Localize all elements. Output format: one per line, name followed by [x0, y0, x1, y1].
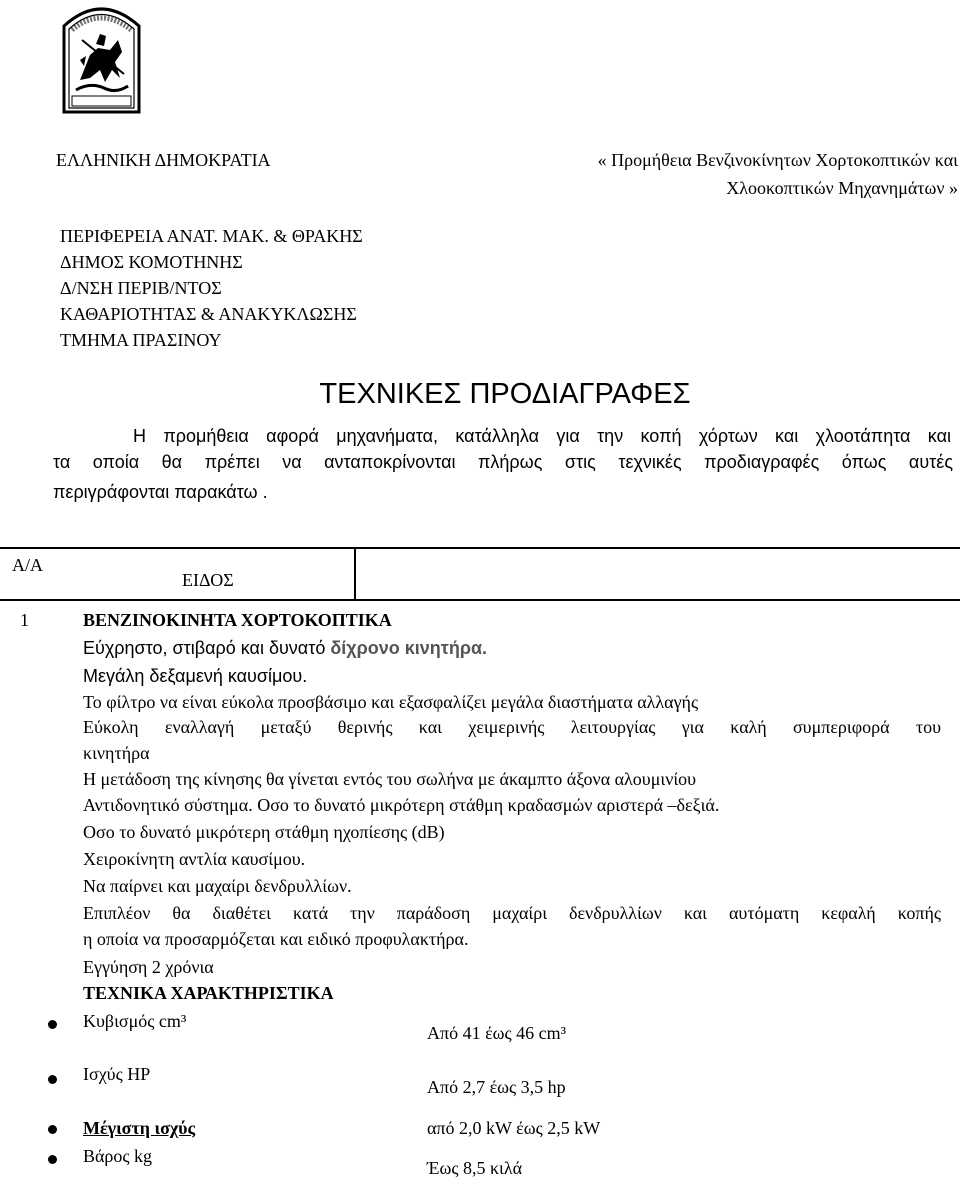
subject-title-line1: « Προμήθεια Βενζινοκίνητων Χορτοκοπτικών και	[597, 150, 958, 170]
org-municipality: ΔΗΜΟΣ ΚΟΜΟΤΗΝΗΣ	[60, 252, 243, 272]
org-region: ΠΕΡΙΦΕΡΕΙΑ ΑΝΑΤ. ΜΑΚ. & ΘΡΑΚΗΣ	[60, 226, 363, 246]
description-line	[83, 638, 487, 659]
country-name: ΕΛΛΗΝΙΚΗ ΔΗΜΟΚΡΑΤΙΑ	[56, 150, 271, 170]
description-line: Επιπλέον θα διαθέτει κατά την παράδοση μαχαίρι δενδρυλλίων και αυτόματη κεφαλή κοπής	[83, 903, 941, 923]
description-text: Εύχρηστο, στιβαρό και δυνατό	[83, 638, 331, 658]
org-directorate-cont: ΚΑΘΑΡΙΟΤΗΤΑΣ & ΑΝΑΚΥΚΛΩΣΗΣ	[60, 304, 357, 324]
column-header-item: ΕΙΔΟΣ	[182, 570, 234, 590]
spec-label: Βάρος kg	[83, 1146, 153, 1166]
description-line: Αντιδονητικό σύστημα. Οσο το δυνατό μικρότερη στάθμη κραδασμών αριστερά –δεξιά.	[83, 795, 720, 815]
spec-value: Έως 8,5 κιλά	[427, 1158, 523, 1178]
description-line: Μεγάλη δεξαμενή καυσίμου.	[83, 666, 308, 686]
bullet-icon	[48, 1155, 57, 1164]
description-line: κινητήρα	[83, 743, 150, 763]
description-line: η οποία να προσαρμόζεται και ειδικό προφυλακτήρα.	[83, 929, 469, 949]
spec-value: Από 2,7 έως 3,5 hp	[427, 1077, 566, 1097]
description-line: Εύκολη εναλλαγή μεταξύ θερινής και χειμερινής λειτουργίας για καλή συμπεριφορά του	[83, 717, 941, 737]
table-header-divider	[0, 599, 960, 601]
description-line: Η μετάδοση της κίνησης θα γίνεται εντός του σωλήνα με άκαμπτο άξονα αλουμινίου	[83, 769, 697, 789]
intro-line: τα οποία θα πρέπει να ανταποκρίνονται πλήρως στις τεχνικές προδιαγραφές όπως αυτές	[53, 452, 953, 472]
table-top-border	[0, 547, 960, 549]
bullet-icon	[48, 1125, 57, 1134]
specs-heading: ΤΕΧΝΙΚΑ ΧΑΡΑΚΤΗΡΙΣΤΙΚΑ	[83, 983, 334, 1003]
row-number: 1	[20, 610, 29, 630]
description-emphasis: δίχρονο κινητήρα.	[330, 638, 488, 658]
description-line: Χειροκίνητη αντλία καυσίμου.	[83, 849, 306, 869]
description-line: Το φίλτρο να είναι εύκολα προσβάσιμο και εξασφαλίζει μεγάλα διαστήματα αλλαγής	[83, 692, 699, 712]
item-title: ΒΕΝΖΙΝΟΚΙΝΗΤΑ ΧΟΡΤΟΚΟΠΤΙΚΑ	[83, 610, 392, 630]
org-directorate: Δ/ΝΣΗ ΠΕΡΙΒ/ΝΤΟΣ	[60, 278, 222, 298]
bullet-icon	[48, 1020, 57, 1029]
bullet-icon	[48, 1075, 57, 1084]
spec-value: Από 41 έως 46 cm³	[427, 1023, 567, 1043]
description-line: Οσο το δυνατό μικρότερη στάθμη ηχοπίεσης (dB)	[83, 822, 445, 842]
intro-line: περιγράφονται παρακάτω .	[53, 482, 268, 502]
spec-label: Μέγιστη ισχύς	[83, 1118, 196, 1138]
municipality-seal-logo	[60, 0, 143, 116]
spec-value: από 2,0 kW έως 2,5 kW	[427, 1118, 601, 1138]
column-header-aa: Α/Α	[12, 555, 43, 575]
intro-line: Η προμήθεια αφορά μηχανήματα, κατάλληλα για την κοπή χόρτων και χλοοτάπητα και	[133, 426, 951, 446]
page-title: ΤΕΧΝΙΚΕΣ ΠΡΟΔΙΑΓΡΑΦΕΣ	[319, 378, 691, 410]
table-col-divider	[354, 547, 356, 600]
subject-title-line2: Χλοοκοπτικών Μηχανημάτων »	[726, 178, 958, 198]
spec-label: Κυβισμός cm³	[83, 1011, 187, 1031]
org-department: ΤΜΗΜΑ ΠΡΑΣΙΝΟΥ	[60, 330, 222, 350]
description-line: Να παίρνει και μαχαίρι δενδρυλλίων.	[83, 876, 352, 896]
description-line: Εγγύηση 2 χρόνια	[83, 957, 214, 977]
spec-label: Ισχύς HP	[83, 1064, 151, 1084]
